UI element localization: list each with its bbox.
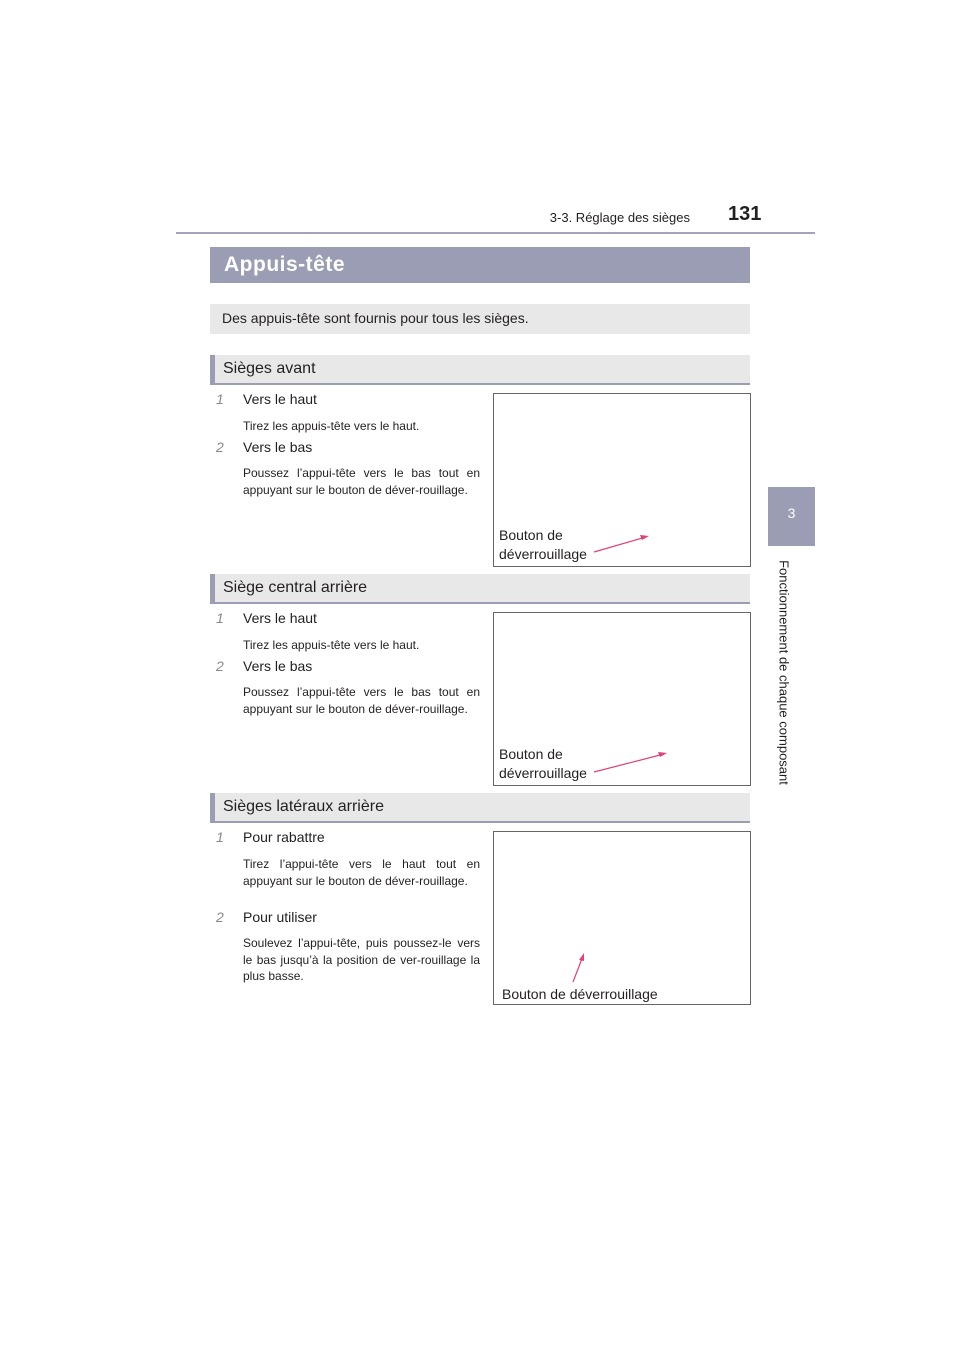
step-heading: Vers le bas — [243, 658, 313, 674]
header-rule — [176, 232, 815, 234]
section-accent — [210, 574, 215, 602]
step-description: Tirez les appuis-tête vers le haut. — [243, 638, 420, 652]
step-heading: Vers le bas — [243, 439, 313, 455]
step-heading: Vers le haut — [243, 610, 317, 626]
page-number: 131 — [728, 203, 762, 225]
step-number: 2 — [216, 439, 224, 455]
step-description: Tirez l’appui-tête vers le haut tout en appuyant sur le bouton de déver-rouillage. — [243, 857, 480, 888]
step-heading: Pour rabattre — [243, 829, 325, 845]
figure-label: Bouton de déverrouillage — [502, 986, 658, 1002]
pointer-arrow — [494, 613, 750, 785]
step-heading: Pour utiliser — [243, 909, 317, 925]
page-title: Appuis-tête — [224, 253, 345, 276]
section-heading: Sièges latéraux arrière — [223, 798, 384, 815]
section-accent — [210, 355, 215, 383]
step-number: 2 — [216, 909, 224, 925]
figure-label-line1: Bouton de — [499, 746, 563, 762]
step-description: Poussez l’appui-tête vers le bas tout en appuyant sur le bouton de déver-rouillage. — [243, 466, 480, 497]
step-description: Soulevez l’appui-tête, puis poussez-le vers le bas jusqu’à la position de ver-rouillage la plus basse. — [243, 936, 480, 983]
step-description: Poussez l’appui-tête vers le bas tout en appuyant sur le bouton de déver-rouillage. — [243, 685, 480, 716]
step-number: 1 — [216, 829, 224, 845]
section-heading: Sièges avant — [223, 360, 316, 377]
intro-text: Des appuis-tête sont fournis pour tous les sièges. — [222, 310, 529, 326]
chapter-title: Fonctionnement de chaque composant — [776, 560, 792, 785]
step-number: 1 — [216, 610, 224, 626]
step-heading: Vers le haut — [243, 391, 317, 407]
running-header-title: 3-3. Réglage des sièges — [549, 210, 690, 225]
step-number: 1 — [216, 391, 224, 407]
figure-center-rear-seat — [493, 612, 751, 786]
figure-side-rear-seats — [493, 831, 751, 1005]
step-number: 2 — [216, 658, 224, 674]
section-accent — [210, 793, 215, 821]
figure-label-line2: déverrouillage — [499, 765, 587, 781]
figure-label-line1: Bouton de — [499, 527, 563, 543]
figure-label-line2: déverrouillage — [499, 546, 587, 562]
chapter-number: 3 — [787, 505, 796, 521]
pointer-arrow — [494, 832, 750, 1004]
step-description: Tirez les appuis-tête vers le haut. — [243, 419, 420, 433]
section-heading: Siège central arrière — [223, 579, 368, 596]
pointer-arrow — [494, 394, 750, 566]
figure-front-seats — [493, 393, 751, 567]
